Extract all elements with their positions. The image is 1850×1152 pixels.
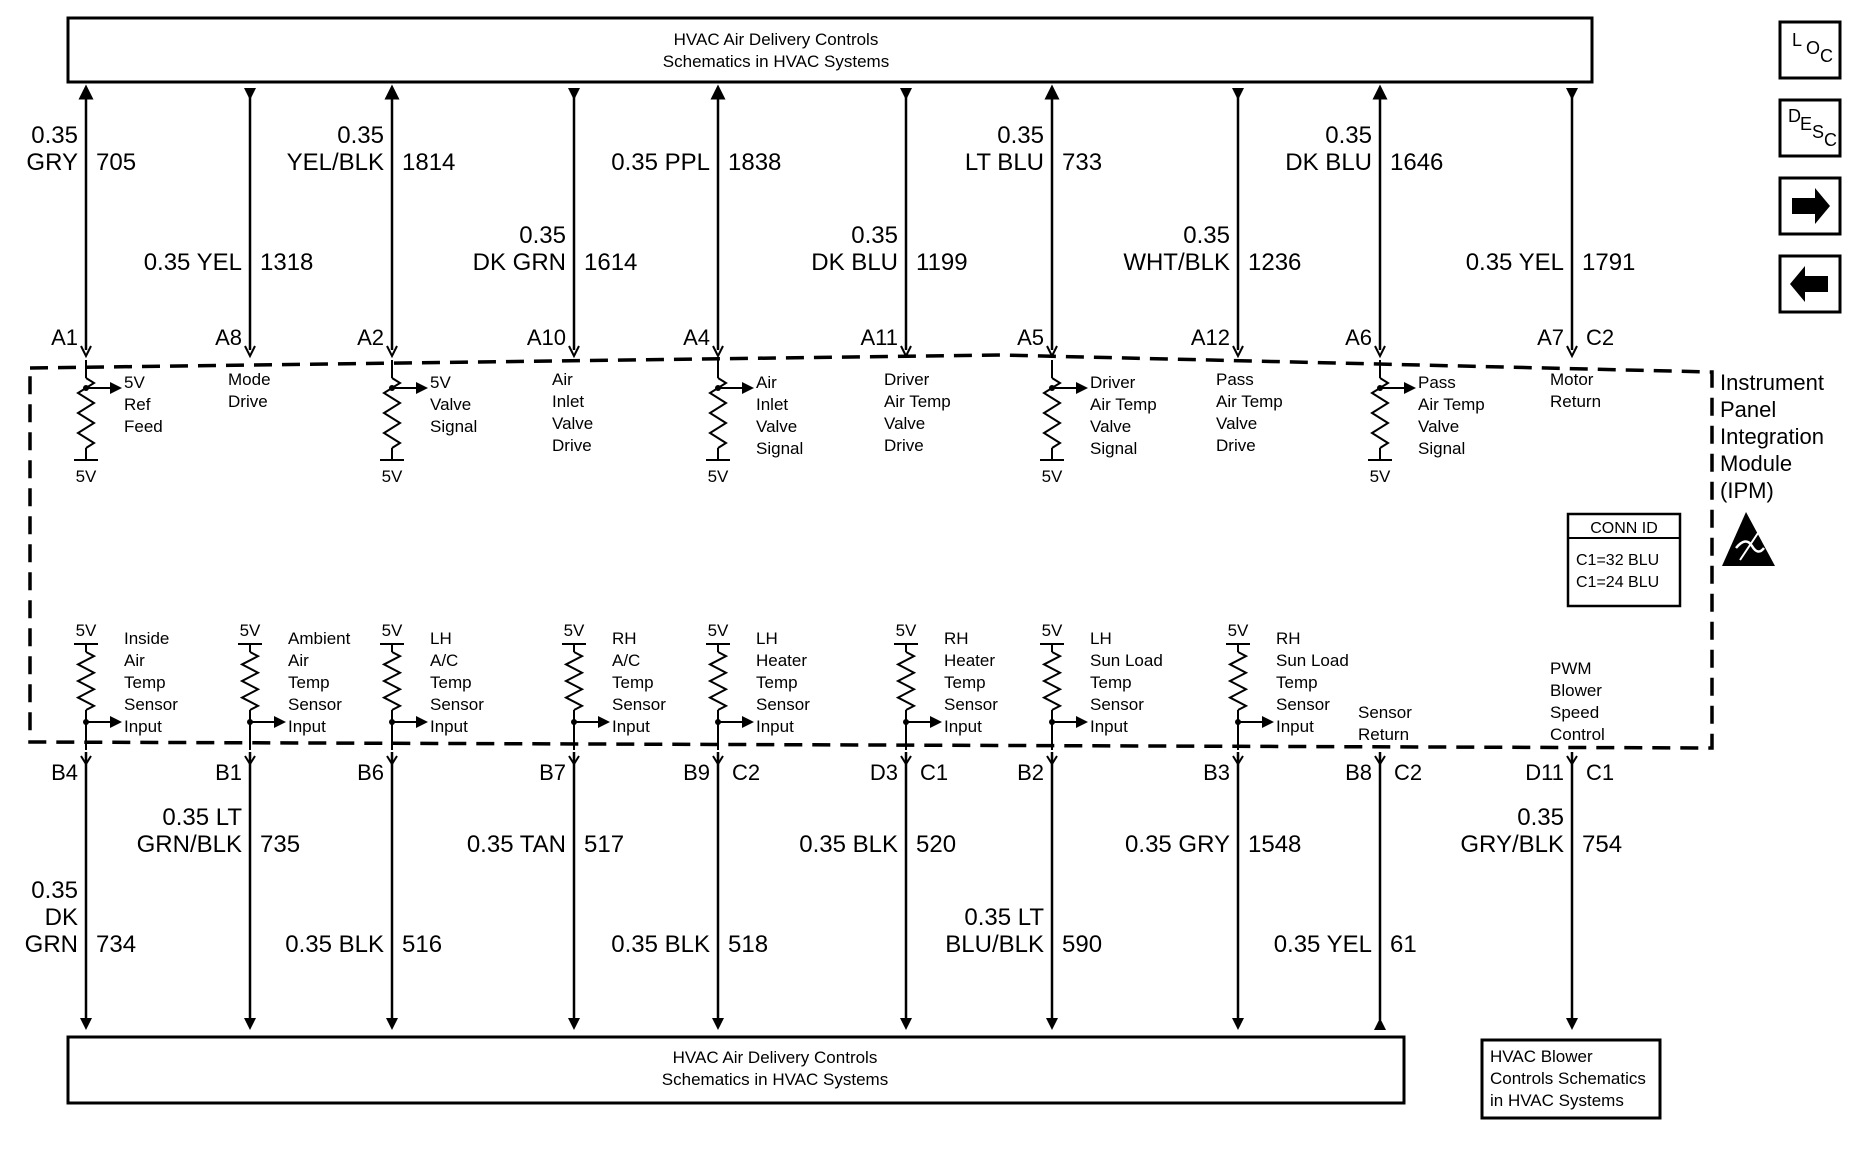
circuit-description: Valve [552,414,594,433]
circuit-description: A/C [430,651,459,670]
circuit-number-label: 1814 [402,149,456,176]
pin-label: A4 [683,325,710,350]
wire-color-label: DK BLU [811,249,898,276]
bottom-box-label: Schematics in HVAC Systems [661,1070,889,1089]
circuit-number-label: 705 [96,149,137,176]
pin-label: B9 [683,760,710,785]
circuit-description: Sensor [1090,695,1144,714]
pullup-voltage-label: 5V [381,467,403,486]
circuit-number-label: 1199 [916,249,968,276]
circuit-description: Signal [756,439,804,458]
module-name-label: Module [1720,451,1793,476]
pullup-voltage-label: 5V [239,621,261,640]
circuit-description: Ref [124,395,151,414]
pin-label: A7 [1537,325,1564,350]
wire-color-label: DK [44,904,78,931]
bottom-wire-d3 [799,621,998,1030]
bottom-wire-d11 [1460,659,1622,1030]
wire-color-label: 0.35 YEL [143,249,242,276]
circuit-number-label: 734 [96,931,137,958]
circuit-description: Driver [1090,373,1136,392]
circuit-description: Input [944,717,982,736]
circuit-description: Input [1276,717,1314,736]
circuit-description: Feed [124,417,163,436]
circuit-number-label: 61 [1390,931,1417,958]
nav-letter: E [1800,114,1813,134]
circuit-description: Sensor [430,695,484,714]
nav-letter: O [1806,38,1821,58]
circuit-description: A/C [612,651,641,670]
pullup-voltage-label: 5V [1041,621,1063,640]
pin-label: A12 [1190,325,1230,350]
top-wire-a4 [611,92,803,486]
wire-color-label: 0.35 [337,122,384,149]
circuit-description: 5V [430,373,451,392]
wire-color-label: WHT/BLK [1123,249,1230,276]
wire-color-label: 0.35 [997,122,1044,149]
wire-color-label: GRN/BLK [136,831,242,858]
pin-label: B7 [539,760,566,785]
circuit-number-label: 754 [1582,831,1623,858]
circuit-description: Sensor [612,695,666,714]
wire-color-label: GRN [24,931,78,958]
conn-id-title: CONN ID [1590,520,1658,537]
pin-label: A6 [1345,325,1372,350]
circuit-description: Sensor [756,695,810,714]
wire-color-label: 0.35 BLK [799,831,898,858]
pullup-voltage-label: 5V [1227,621,1249,640]
wire-color-label: 0.35 [1325,122,1372,149]
circuit-number-label: 518 [728,931,769,958]
bottom-wire-b1 [137,621,351,1030]
pin-label: B6 [357,760,384,785]
circuit-number-label: 1548 [1248,831,1302,858]
nav-letter: L [1792,30,1803,50]
pullup-voltage-label: 5V [563,621,585,640]
circuit-description: Pass [1216,370,1254,389]
circuit-description: Sensor [124,695,178,714]
pin-label: D11 [1525,760,1564,785]
circuit-number-label: 1614 [584,249,638,276]
circuit-number-label: 1838 [728,149,782,176]
circuit-description: Temp [944,673,986,692]
nav-letter: C [1824,130,1837,150]
circuit-description: Input [1090,717,1128,736]
circuit-description: Control [1550,725,1605,744]
desc-button[interactable] [1780,100,1840,156]
pullup-voltage-label: 5V [1041,467,1063,486]
circuit-description: Drive [228,392,268,411]
wire-color-label: 0.35 GRY [1125,831,1230,858]
circuit-description: 5V [124,373,145,392]
circuit-number-label: 1236 [1248,249,1302,276]
pullup-voltage-label: 5V [75,467,97,486]
pin-label: D3 [869,760,898,785]
wire-color-label: YEL/BLK [286,149,384,176]
pin-label: A5 [1017,325,1044,350]
pullup-voltage-label: 5V [707,467,729,486]
circuit-description: Return [1550,392,1602,411]
wire-color-label: 0.35 BLK [285,931,384,958]
module-name-label: Integration [1720,424,1824,449]
next-arrow-button[interactable] [1780,178,1840,234]
pin-label: A10 [526,325,566,350]
circuit-number-label: 520 [916,831,957,858]
circuit-description: Valve [1216,414,1258,433]
circuit-description: Input [612,717,650,736]
wire-color-label: 0.35 YEL [1273,931,1372,958]
circuit-description: Sensor [1276,695,1330,714]
connector-label: C1 [920,760,949,785]
top-wire-a5 [965,92,1157,486]
circuit-description: Motor [1550,370,1594,389]
bottom-wire-b8 [1274,703,1422,1030]
circuit-description: Sensor [288,695,342,714]
connector-label: C1 [1586,760,1615,785]
wire-color-label: 0.35 PPL [611,149,710,176]
circuit-description: Ambient [288,629,351,648]
circuit-description: Air [552,370,573,389]
connector-label: C2 [732,760,761,785]
prev-arrow-button[interactable] [1780,256,1840,312]
top-wire-a11 [811,88,967,455]
pin-label: B4 [51,760,78,785]
nav-letter: D [1788,106,1801,126]
circuit-number-label: 733 [1062,149,1103,176]
pullup-voltage-label: 5V [895,621,917,640]
bottom-wire-b7 [467,621,666,1030]
circuit-description: Valve [756,417,798,436]
bottom-box-label: HVAC Air Delivery Controls [672,1048,878,1067]
circuit-number-label: 735 [260,831,301,858]
circuit-description: Heater [756,651,808,670]
wire-color-label: 0.35 [519,222,566,249]
circuit-number-label: 516 [402,931,443,958]
top-component-box [68,18,1592,82]
wire-color-label: 0.35 [31,122,78,149]
wire-color-label: 0.35 [1517,804,1564,831]
circuit-number-label: 1646 [1390,149,1444,176]
circuit-description: Temp [1090,673,1132,692]
circuit-description: Valve [1418,417,1460,436]
module-name-label: Panel [1720,397,1777,422]
circuit-description: Air Temp [1216,392,1283,411]
circuit-number-label: 1791 [1582,249,1636,276]
wire-color-label: 0.35 [1183,222,1230,249]
circuit-description: LH [430,629,452,648]
wire-color-label: 0.35 [851,222,898,249]
bottom-wire-b3 [1125,621,1349,1030]
circuit-description: Air Temp [884,392,951,411]
esd-warning-icon [1722,512,1775,566]
circuit-description: Speed [1550,703,1600,722]
circuit-description: Valve [1090,417,1132,436]
nav-letter: C [1820,46,1833,66]
circuit-description: PWM [1550,659,1592,678]
pullup-voltage-label: 5V [707,621,729,640]
circuit-description: Signal [1090,439,1138,458]
circuit-description: Drive [552,436,592,455]
bottom-wire-b4 [25,621,179,1030]
conn-id-line: C1=24 BLU [1576,574,1660,591]
circuit-description: Air [756,373,777,392]
circuit-number-label: 517 [584,831,625,858]
circuit-number-label: 590 [1062,931,1103,958]
circuit-description: Signal [430,417,478,436]
circuit-description: Temp [288,673,330,692]
top-wire-a10 [473,88,638,455]
wire-color-label: 0.35 BLK [611,931,710,958]
conn-id-line: C1=32 BLU [1576,552,1660,569]
circuit-description: Heater [944,651,996,670]
circuit-description: Temp [430,673,472,692]
circuit-description: Inside [124,629,170,648]
circuit-description: Input [124,717,162,736]
circuit-description: Temp [1276,673,1318,692]
wire-color-label: DK BLU [1285,149,1372,176]
top-wire-a1 [26,92,162,486]
circuit-description: Air Temp [1418,395,1485,414]
pin-label: A1 [51,325,78,350]
circuit-description: Temp [124,673,166,692]
pin-label: B3 [1203,760,1230,785]
pullup-voltage-label: 5V [381,621,403,640]
pin-label: B1 [215,760,242,785]
circuit-description: RH [1276,629,1301,648]
circuit-description: Air [288,651,309,670]
circuit-description: RH [612,629,637,648]
circuit-description: Pass [1418,373,1456,392]
loc-button[interactable] [1780,22,1840,78]
circuit-description: Input [756,717,794,736]
circuit-description: Sensor [944,695,998,714]
wire-color-label: 0.35 [31,877,78,904]
circuit-description: Input [430,717,468,736]
circuit-description: Temp [612,673,654,692]
wire-color-label: GRY [26,149,78,176]
blower-box-label: HVAC Blower [1490,1047,1593,1066]
circuit-description: Inlet [552,392,585,411]
pullup-voltage-label: 5V [1369,467,1391,486]
circuit-description: Sensor [1358,703,1412,722]
top-box-label: HVAC Air Delivery Controls [673,30,879,49]
circuit-description: Signal [1418,439,1466,458]
wire-color-label: 0.35 YEL [1465,249,1564,276]
circuit-description: Driver [884,370,930,389]
circuit-description: Sun Load [1276,651,1349,670]
top-wire-a2 [287,92,478,486]
circuit-description: Air [124,651,145,670]
wire-color-label: 0.35 LT [964,904,1044,931]
blower-box-label: Controls Schematics [1490,1069,1646,1088]
wire-color-label: LT BLU [964,149,1044,176]
circuit-description: LH [756,629,778,648]
circuit-description: RH [944,629,969,648]
circuit-description: Air Temp [1090,395,1157,414]
circuit-description: Sun Load [1090,651,1163,670]
wire-color-label: GRY/BLK [1460,831,1564,858]
top-wire-a8 [144,88,314,411]
circuit-description: Valve [884,414,926,433]
nav-letter: S [1812,122,1825,142]
connector-label: C2 [1586,325,1615,350]
pin-label: A8 [215,325,242,350]
wire-color-label: BLU/BLK [945,931,1044,958]
circuit-number-label: 1318 [260,249,314,276]
circuit-description: Return [1358,725,1410,744]
wire-color-label: DK GRN [472,249,566,276]
circuit-description: Drive [1216,436,1256,455]
circuit-description: Valve [430,395,472,414]
circuit-description: Blower [1550,681,1602,700]
circuit-description: Input [288,717,326,736]
connector-label: C2 [1394,760,1423,785]
pin-label: B8 [1345,760,1372,785]
top-wire-a7 [1466,88,1636,411]
pin-label: A11 [860,325,898,350]
top-wire-a6 [1285,92,1484,486]
module-name-label: (IPM) [1720,478,1774,503]
pin-label: B2 [1017,760,1044,785]
pin-label: A2 [357,325,384,350]
circuit-description: Drive [884,436,924,455]
blower-box-label: in HVAC Systems [1490,1091,1624,1110]
wire-color-label: 0.35 LT [162,804,242,831]
circuit-description: Temp [756,673,798,692]
circuit-description: Mode [228,370,271,389]
pullup-voltage-label: 5V [75,621,97,640]
circuit-description: LH [1090,629,1112,648]
circuit-description: Inlet [756,395,789,414]
top-box-label: Schematics in HVAC Systems [662,52,890,71]
module-name-label: Instrument [1720,370,1824,395]
wire-color-label: 0.35 TAN [466,831,566,858]
